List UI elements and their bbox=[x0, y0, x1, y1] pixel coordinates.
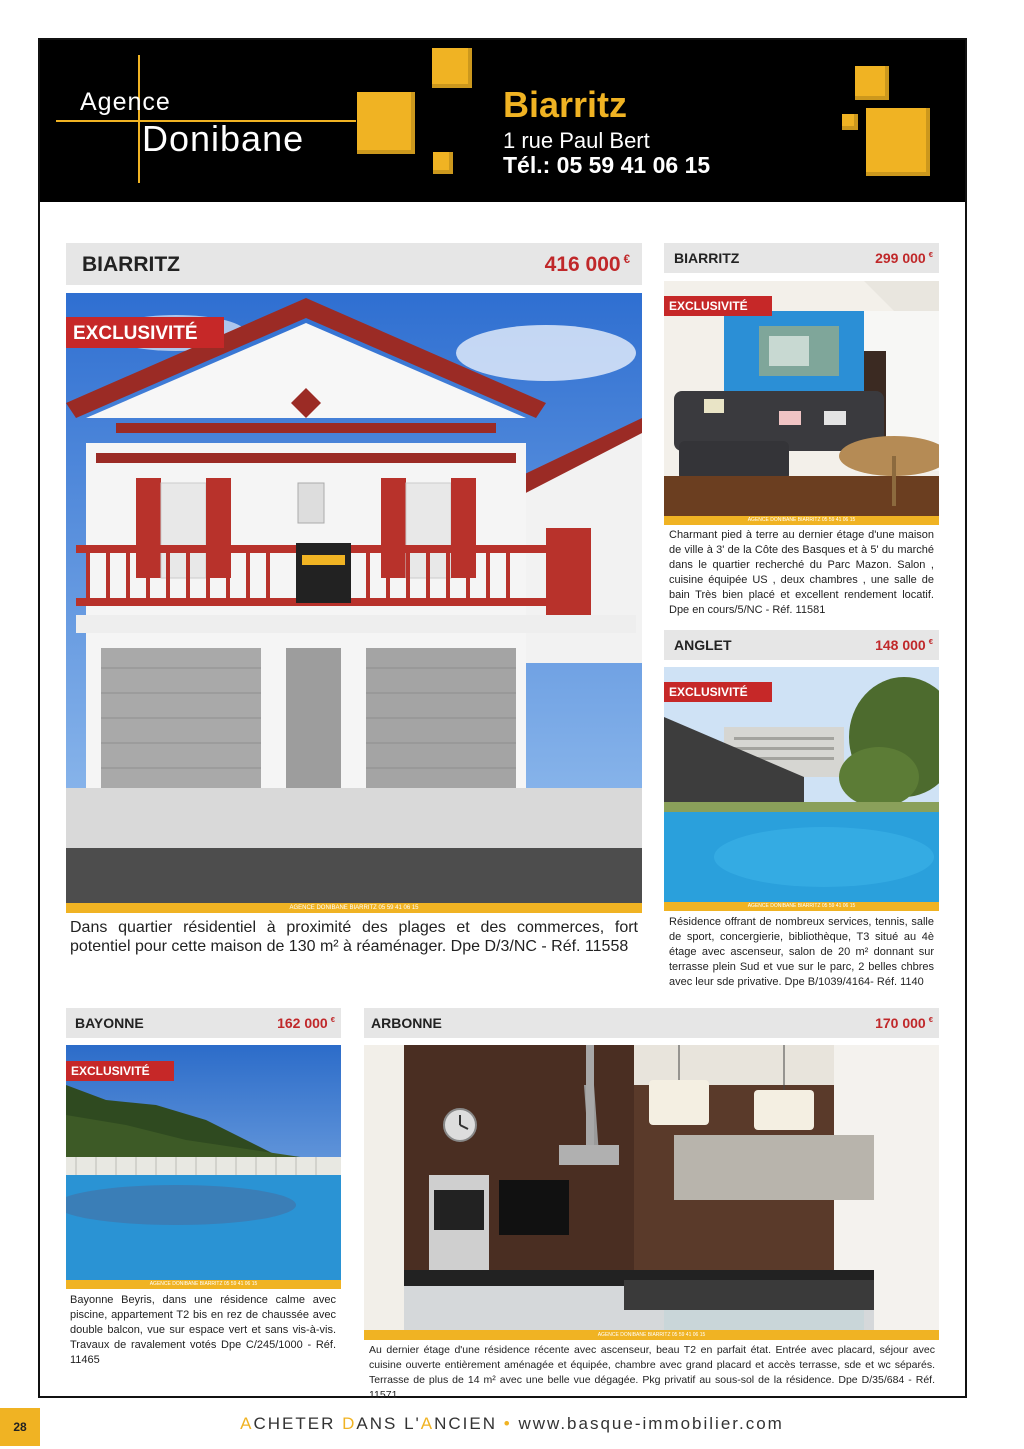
photo-credit: AGENCE DONIBANE BIARRITZ 05 59 41 06 15 bbox=[664, 902, 939, 911]
listing-town: BAYONNE bbox=[75, 1015, 144, 1031]
bayonne-pool-illustration bbox=[66, 1045, 341, 1289]
agency-phone: Tél.: 05 59 41 06 15 bbox=[503, 152, 711, 178]
listing-photo-kitchen bbox=[364, 1045, 939, 1340]
listing-price: 299 000 € bbox=[875, 250, 933, 266]
listing-town: BIARRITZ bbox=[82, 253, 180, 276]
listing-description: Résidence offrant de nombreux services, tennis, salle de sport, concergierie, bibliothèque, T3 situé au 4è étage avec ascenseur, salon de 20 m² donnant sur terrasse plein Sud et vue sur le parc, 2 belles chbres avec leur sde privative. Dpe B/1039/4164- Réf. 1140 bbox=[669, 916, 934, 988]
listing-price: 148 000 € bbox=[875, 637, 933, 653]
listing-bar-anglet bbox=[664, 630, 939, 660]
listing-town: ARBONNE bbox=[371, 1015, 442, 1031]
listing-photo-living-room bbox=[664, 281, 939, 525]
exclusivity-badge: EXCLUSIVITÉ bbox=[66, 317, 224, 348]
listing-price: 416 000 € bbox=[544, 253, 630, 276]
tagline-separator: • bbox=[497, 1414, 519, 1433]
agency-address: 1 rue Paul Bert bbox=[503, 128, 650, 153]
tagline-initial: D bbox=[342, 1414, 357, 1433]
listing-bar-bayonne bbox=[66, 1008, 341, 1038]
listing-price: 170 000 € bbox=[875, 1015, 933, 1031]
exclusivity-badge: EXCLUSIVITÉ bbox=[66, 1061, 174, 1081]
listing-photo-bayonne-pool bbox=[66, 1045, 341, 1289]
exclusivity-badge: EXCLUSIVITÉ bbox=[664, 682, 772, 702]
photo-credit: AGENCE DONIBANE BIARRITZ 05 59 41 06 15 bbox=[364, 1330, 939, 1340]
agency-city: Biarritz bbox=[503, 84, 628, 125]
logo-donibane-text: Donibane bbox=[142, 118, 305, 159]
tagline-initial: A bbox=[240, 1414, 254, 1433]
listing-description: Charmant pied à terre au dernier étage d'une maison de ville à 3' de la Côte des Basques et à 5' du marché dans le quartier recherché du Parc Mazon. Salon , cuisine équipée US , deux chambres , une salle de bain Très bien placé et excellent rendement locatif. Dpe en cours/5/NC - Réf. 11581 bbox=[669, 529, 934, 616]
tagline-part: ANS L' bbox=[356, 1414, 421, 1433]
photo-credit: AGENCE DONIBANE BIARRITZ 05 59 41 06 15 bbox=[66, 1280, 341, 1289]
house-illustration bbox=[66, 293, 642, 913]
logo-agence-text: Agence bbox=[80, 88, 171, 116]
listing-description: Dans quartier résidentiel à proximité des plages et des commerces, fort potentiel pour cette maison de 130 m² à réaménager. Dpe D/3/NC - Réf. 11558 bbox=[70, 919, 638, 955]
page-number: 28 bbox=[0, 1408, 40, 1446]
listing-town: BIARRITZ bbox=[674, 250, 740, 266]
listing-bar-arbonne bbox=[364, 1008, 939, 1038]
listing-price: 162 000 € bbox=[277, 1015, 335, 1031]
tagline-part: NCIEN bbox=[434, 1414, 498, 1433]
photo-credit: AGENCE DONIBANE BIARRITZ 05 59 41 06 15 bbox=[66, 903, 642, 913]
living-room-illustration bbox=[664, 281, 939, 525]
listing-photo-pool bbox=[664, 667, 939, 911]
listing-town: ANGLET bbox=[674, 637, 732, 653]
listing-description: Bayonne Beyris, dans une résidence calme avec piscine, appartement T2 bis en rez de chaussée avec double balcon, vue sur espace vert et sans vis-à-vis. Travaux de ravalement votés Dpe C/245/1000 - Réf. 11465 bbox=[70, 1294, 336, 1366]
listing-description: Au dernier étage d'une résidence récente avec ascenseur, beau T2 en parfait état. Entrée avec placard, séjour avec cuisine ouverte entièrement aménagée et équipée, chambre avec grand placard et accès terrasse, sde et wc séparés. Terrasse de plus de 14 m² avec une belle vue dégagée. Pkg privatif au sous-sol de la résidence. Dpe D/35/684 - Réf. 11571 bbox=[369, 1344, 935, 1401]
pool-illustration bbox=[664, 667, 939, 911]
exclusivity-badge: EXCLUSIVITÉ bbox=[664, 296, 772, 316]
photo-credit: AGENCE DONIBANE BIARRITZ 05 59 41 06 15 bbox=[664, 516, 939, 525]
listing-photo-house bbox=[66, 293, 642, 913]
tagline-initial: A bbox=[420, 1414, 435, 1433]
tagline-part: CHETER bbox=[253, 1414, 343, 1433]
listing-bar-biarritz-small bbox=[664, 243, 939, 273]
website-link[interactable]: www.basque-immobilier.com bbox=[518, 1414, 784, 1433]
listing-bar-biarritz-main bbox=[66, 243, 642, 285]
kitchen-illustration bbox=[364, 1045, 939, 1340]
footer-tagline bbox=[0, 1414, 1024, 1434]
